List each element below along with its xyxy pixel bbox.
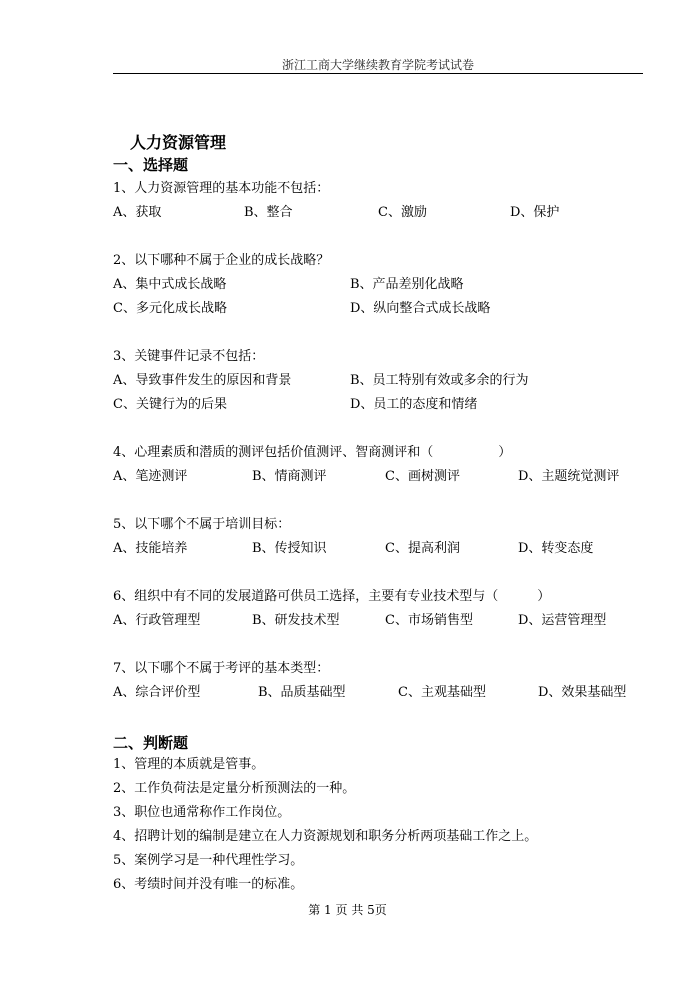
question-6-option-a: A、行政管理型 [113, 613, 201, 628]
question-5-stem: 5、以下哪个不属于培训目标： [113, 517, 291, 532]
judgment-item-6: 6、考绩时间并没有唯一的标准。 [113, 877, 304, 892]
question-5-option-b: B、传授知识 [252, 541, 327, 556]
question-2-option-c: C、多元化成长战略 [113, 301, 227, 316]
question-4-option-c: C、画树测评 [385, 469, 460, 484]
question-7-option-d: D、效果基础型 [538, 685, 627, 700]
question-5-option-d: D、转变态度 [518, 541, 594, 556]
page-header: 浙江工商大学继续教育学院考试试卷 [281, 58, 474, 72]
section-heading-choice: 一、选择题 [113, 156, 189, 174]
question-6-option-c: C、市场销售型 [385, 613, 473, 628]
question-2-option-a: A、集中式成长战略 [113, 277, 227, 292]
question-7-option-a: A、综合评价型 [113, 685, 201, 700]
section-heading-judgment: 二、判断题 [113, 734, 189, 752]
question-7-option-c: C、主观基础型 [398, 685, 486, 700]
question-4-option-b: B、情商测评 [252, 469, 327, 484]
question-3-option-a: A、导致事件发生的原因和背景 [113, 373, 292, 388]
question-2-option-d: D、纵向整合式成长战略 [350, 301, 491, 316]
question-6-stem: 6、组织中有不同的发展道路可供员工选择，主要有专业技术型与（ ） [113, 589, 551, 604]
question-4-stem: 4、心理素质和潜质的测评包括价值测评、智商测评和（ ） [113, 445, 512, 460]
question-4-option-d: D、主题统觉测评 [518, 469, 620, 484]
judgment-item-5: 5、案例学习是一种代理性学习。 [113, 853, 304, 868]
question-5-option-a: A、技能培养 [113, 541, 188, 556]
question-1-option-a: A、获取 [113, 205, 162, 220]
question-1-option-b: B、整合 [244, 205, 293, 220]
judgment-item-3: 3、职位也通常称作工作岗位。 [113, 805, 291, 820]
question-2-stem: 2、以下哪种不属于企业的成长战略？ [113, 253, 330, 268]
question-6-option-b: B、研发技术型 [252, 613, 340, 628]
question-1-stem: 1、人力资源管理的基本功能不包括： [113, 181, 330, 196]
question-2-option-b: B、产品差别化战略 [350, 277, 464, 292]
question-5-option-c: C、提高利润 [385, 541, 460, 556]
question-3-option-d: D、员工的态度和情绪 [350, 397, 478, 412]
judgment-item-4: 4、招聘计划的编制是建立在人力资源规划和职务分析两项基础工作之上。 [113, 829, 538, 844]
question-6-option-d: D、运营管理型 [518, 613, 607, 628]
question-3-option-b: B、员工特别有效或多余的行为 [350, 373, 529, 388]
question-4-option-a: A、笔迹测评 [113, 469, 188, 484]
judgment-item-2: 2、工作负荷法是定量分析预测法的一种。 [113, 781, 356, 796]
question-3-option-c: C、关键行为的后果 [113, 397, 227, 412]
question-7-option-b: B、品质基础型 [258, 685, 346, 700]
question-3-stem: 3、关键事件记录不包括： [113, 349, 265, 364]
document-title: 人力资源管理 [130, 133, 227, 152]
question-7-stem: 7、以下哪个不属于考评的基本类型： [113, 661, 330, 676]
header-rule [113, 73, 643, 74]
page-number: 第 1 页 共 5页 [308, 903, 387, 917]
question-1-option-c: C、激励 [378, 205, 427, 220]
question-1-option-d: D、保护 [510, 205, 560, 220]
judgment-item-1: 1、管理的本质就是管事。 [113, 757, 265, 772]
